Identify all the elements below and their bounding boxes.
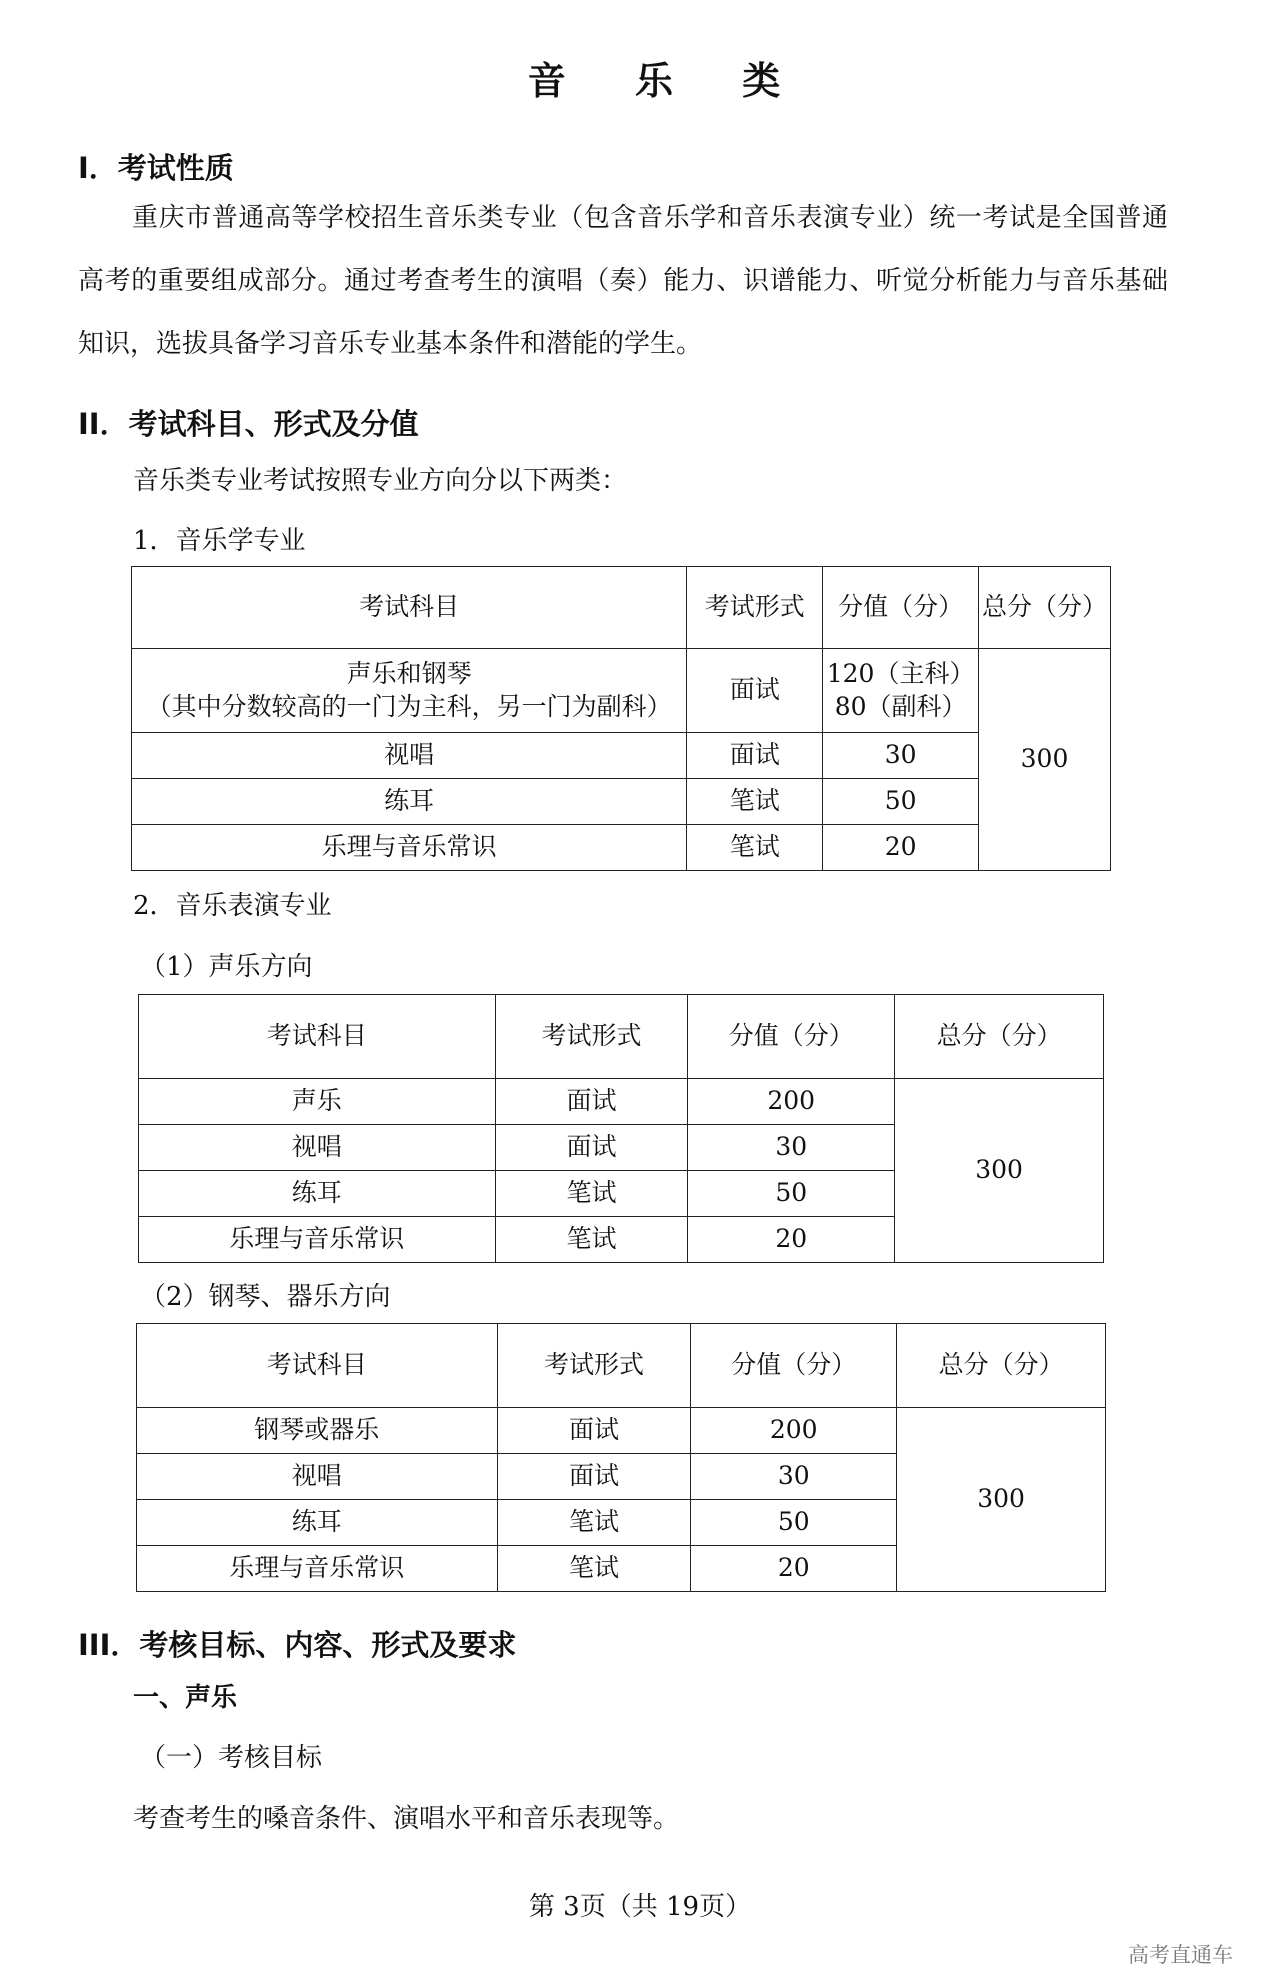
subject-cell: 视唱	[137, 1454, 498, 1500]
subsection-vocal: （1）声乐方向	[140, 952, 313, 982]
page-title: 音 乐 类	[527, 59, 809, 103]
header-subject: 考试科目	[137, 1324, 498, 1408]
section-1-heading: I．考试性质	[78, 151, 234, 185]
table-header-row	[139, 995, 1104, 1079]
header-form: 考试形式	[495, 995, 688, 1079]
table-row	[139, 1079, 1104, 1125]
subsection-vocal-music: 一、声乐	[133, 1683, 238, 1713]
score-minor: 80（副科）	[834, 691, 967, 721]
table-vocal	[138, 994, 1104, 1263]
score-cell: 50	[691, 1500, 897, 1546]
header-form: 考试形式	[687, 567, 823, 649]
table-row	[132, 825, 1111, 871]
header-score: 分值（分）	[823, 567, 979, 649]
header-form: 考试形式	[497, 1324, 691, 1408]
form-cell: 笔试	[687, 779, 823, 825]
subsection-performance: 2．音乐表演专业	[133, 891, 332, 921]
score-cell: 30	[823, 733, 979, 779]
section-3-heading: III．考核目标、内容、形式及要求	[78, 1628, 517, 1662]
subject-cell: 视唱	[132, 733, 687, 779]
total-cell: 300	[897, 1408, 1106, 1592]
subject-cell: 声乐	[139, 1079, 496, 1125]
subsection-instrument: （2）钢琴、器乐方向	[140, 1282, 391, 1312]
score-main: 120（主科）	[826, 659, 975, 688]
subject-cell: 乐理与音乐常识	[132, 825, 687, 871]
objectives-text: 考查考生的嗓音条件、演唱水平和音乐表现等。	[133, 1804, 680, 1834]
table-instrument	[136, 1323, 1106, 1592]
subject-cell: 乐理与音乐常识	[139, 1217, 496, 1263]
page-number: 第 3页（共 19页）	[528, 1892, 752, 1922]
form-cell: 笔试	[497, 1500, 691, 1546]
form-cell: 面试	[687, 733, 823, 779]
form-cell: 笔试	[687, 825, 823, 871]
score-cell: 30	[691, 1454, 897, 1500]
score-cell: 50	[823, 779, 979, 825]
header-score: 分值（分）	[691, 1324, 897, 1408]
subject-line: 声乐和钢琴	[346, 659, 472, 688]
total-cell: 300	[979, 649, 1111, 871]
header-total: 总分（分）	[979, 567, 1111, 649]
section-2-intro: 音乐类专业考试按照专业方向分以下两类：	[133, 466, 628, 496]
subject-note: （其中分数较高的一门为主科，另一门为副科）	[146, 691, 672, 721]
score-cell: 20	[823, 825, 979, 871]
score-cell: 50	[688, 1171, 895, 1217]
table-musicology	[131, 566, 1111, 871]
score-cell: 30	[688, 1125, 895, 1171]
score-cell: 20	[691, 1546, 897, 1592]
form-cell: 面试	[495, 1125, 688, 1171]
score-cell: 200	[691, 1408, 897, 1454]
table-header-row	[137, 1324, 1106, 1408]
subject-cell: 钢琴或器乐	[137, 1408, 498, 1454]
score-cell	[823, 649, 979, 733]
score-cell: 200	[688, 1079, 895, 1125]
subsection-objectives: （一）考核目标	[140, 1743, 323, 1773]
table-row	[132, 649, 1111, 733]
form-cell: 笔试	[495, 1217, 688, 1263]
watermark: 高考直通车	[1128, 1943, 1233, 1967]
form-cell: 面试	[497, 1454, 691, 1500]
form-cell: 面试	[497, 1408, 691, 1454]
section-1-paragraph: 重庆市普通高等学校招生音乐类专业（包含音乐学和音乐表演专业）统一考试是全国普通高考的重要组成部分。通过考查考生的演唱（奏）能力、识谱能力、听觉分析能力与音乐基础知识，选拔具备学习音乐专业基本条件和潜能的学生。	[78, 203, 1168, 359]
table-row	[137, 1408, 1106, 1454]
table-header-row	[132, 567, 1111, 649]
header-score: 分值（分）	[688, 995, 895, 1079]
table-row	[132, 733, 1111, 779]
form-cell: 笔试	[495, 1171, 688, 1217]
subject-cell	[132, 649, 687, 733]
subject-cell: 视唱	[139, 1125, 496, 1171]
header-subject: 考试科目	[132, 567, 687, 649]
subject-cell: 练耳	[137, 1500, 498, 1546]
form-cell: 面试	[687, 649, 823, 733]
table-row	[132, 779, 1111, 825]
subject-cell: 练耳	[132, 779, 687, 825]
score-cell: 20	[688, 1217, 895, 1263]
form-cell: 面试	[495, 1079, 688, 1125]
header-subject: 考试科目	[139, 995, 496, 1079]
total-cell: 300	[895, 1079, 1104, 1263]
header-total: 总分（分）	[897, 1324, 1106, 1408]
subsection-musicology: 1．音乐学专业	[133, 526, 306, 556]
subject-cell: 练耳	[139, 1171, 496, 1217]
header-total: 总分（分）	[895, 995, 1104, 1079]
section-2-heading: II．考试科目、形式及分值	[78, 407, 419, 441]
subject-cell: 乐理与音乐常识	[137, 1546, 498, 1592]
form-cell: 笔试	[497, 1546, 691, 1592]
